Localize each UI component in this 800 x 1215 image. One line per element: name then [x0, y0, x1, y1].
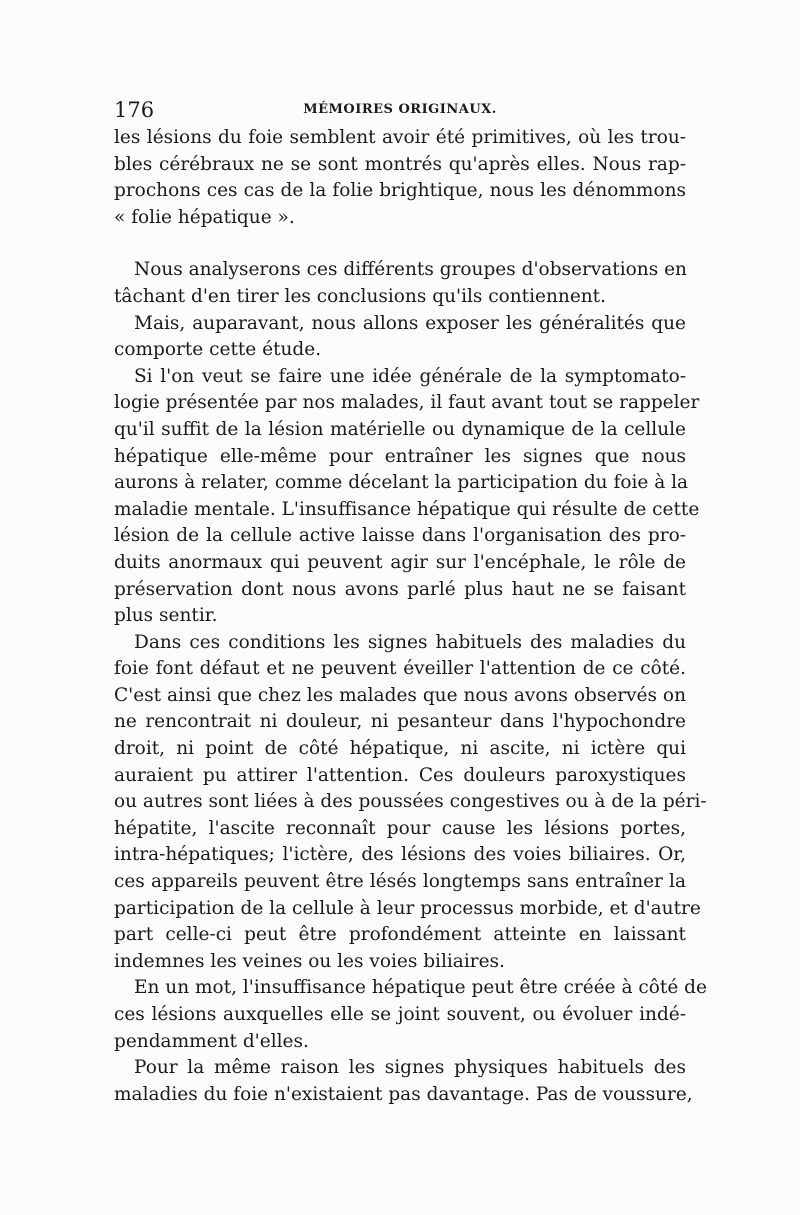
paragraph: [114, 364, 700, 630]
text-line: Si l'on veut se faire une idée générale de la symptomato-: [134, 365, 686, 387]
text-line: tâchant d'en tirer les conclusions qu'ils contiennent.: [114, 285, 606, 307]
text-line: qu'il suffit de la lésion matérielle ou dynamique de la cellule: [114, 418, 686, 440]
text-line: pendamment d'elles.: [114, 1030, 309, 1052]
text-line: maladie mentale. L'insuffisance hépatique qui résulte de cette: [114, 498, 700, 520]
paragraph: [114, 125, 686, 231]
text-line: participation de la cellule à leur processus morbide, et d'autre: [114, 897, 701, 919]
text-line: bles cérébraux ne se sont montrés qu'après elles. Nous rap-: [114, 153, 686, 175]
text-line: préservation dont nous avons parlé plus haut ne se faisant: [114, 578, 686, 600]
paragraph: [114, 630, 707, 976]
text-line: lésion de la cellule active laisse dans l'organisation des pro-: [114, 525, 686, 547]
text-line: duits anormaux qui peuvent agir sur l'encéphale, le rôle de: [114, 551, 686, 573]
text-line: intra-hépatiques; l'ictère, des lésions des voies biliaires. Or,: [114, 844, 686, 866]
text-line: « folie hépatique ».: [114, 206, 295, 228]
text-line: plus sentir.: [114, 605, 218, 627]
text-line: ces lésions auxquelles elle se joint souvent, ou évoluer indé-: [114, 1004, 686, 1025]
text-line: droit, ni point de côté hépatique, ni ascite, ni ictère qui: [114, 738, 686, 760]
text-line: Nous analyserons ces différents groupes d'observations en: [134, 259, 687, 281]
paragraph: [114, 311, 686, 364]
text-line: auraient pu attirer l'attention. Ces douleurs paroxystiques: [114, 764, 686, 786]
body-text: [114, 125, 707, 1108]
text-line: comporte cette étude.: [114, 339, 322, 361]
paragraph-gap: [114, 231, 686, 257]
text-line: foie font défaut et ne peuvent éveiller l'attention de ce côté.: [114, 658, 686, 680]
text-line: aurons à relater, comme décelant la participation du foie à la: [114, 472, 689, 494]
text-line: ces appareils peuvent être lésés longtemps sans entraîner la: [114, 871, 686, 893]
text-line: hépatite, l'ascite reconnaît pour cause les lésions portes,: [114, 817, 686, 839]
text-line: ou autres sont liées à des poussées congestives ou à de la péri-: [114, 791, 707, 813]
text-line: En un mot, l'insuffisance hépatique peut être créée à côté de: [134, 977, 707, 999]
text-line: part celle-ci peut être profondément atteinte en laissant: [114, 924, 686, 946]
text-line: ne rencontrait ni douleur, ni pesanteur dans l'hypochondre: [114, 711, 686, 733]
text-line: hépatique elle-même pour entraîner les signes que nous: [114, 445, 686, 467]
text-line: logie présentée par nos malades, il faut avant tout se rappeler: [114, 392, 700, 414]
text-line: indemnes les veines ou les voies biliaires.: [114, 950, 505, 972]
text-line: Dans ces conditions les signes habituels des maladies du: [134, 631, 686, 653]
text-line: C'est ainsi que chez les malades que nous avons observés on: [114, 684, 686, 706]
text-line: les lésions du foie semblent avoir été primitives, où les trou-: [114, 127, 686, 148]
text-line: Pour la même raison les signes physiques habituels des: [134, 1057, 686, 1079]
text-line: prochons ces cas de la folie brightique, nous les dénommons: [114, 180, 686, 202]
page-header: [114, 95, 686, 125]
paragraph: [114, 975, 707, 1055]
paragraph: [114, 1055, 693, 1108]
text-line: Mais, auparavant, nous allons exposer les généralités que: [134, 312, 686, 334]
running-title: MÉMOIRES ORIGINAUX.: [303, 102, 497, 117]
paragraph: [114, 257, 686, 310]
page-number: 176: [114, 98, 155, 122]
text-line: maladies du foie n'existaient pas davantage. Pas de voussure,: [114, 1083, 693, 1105]
